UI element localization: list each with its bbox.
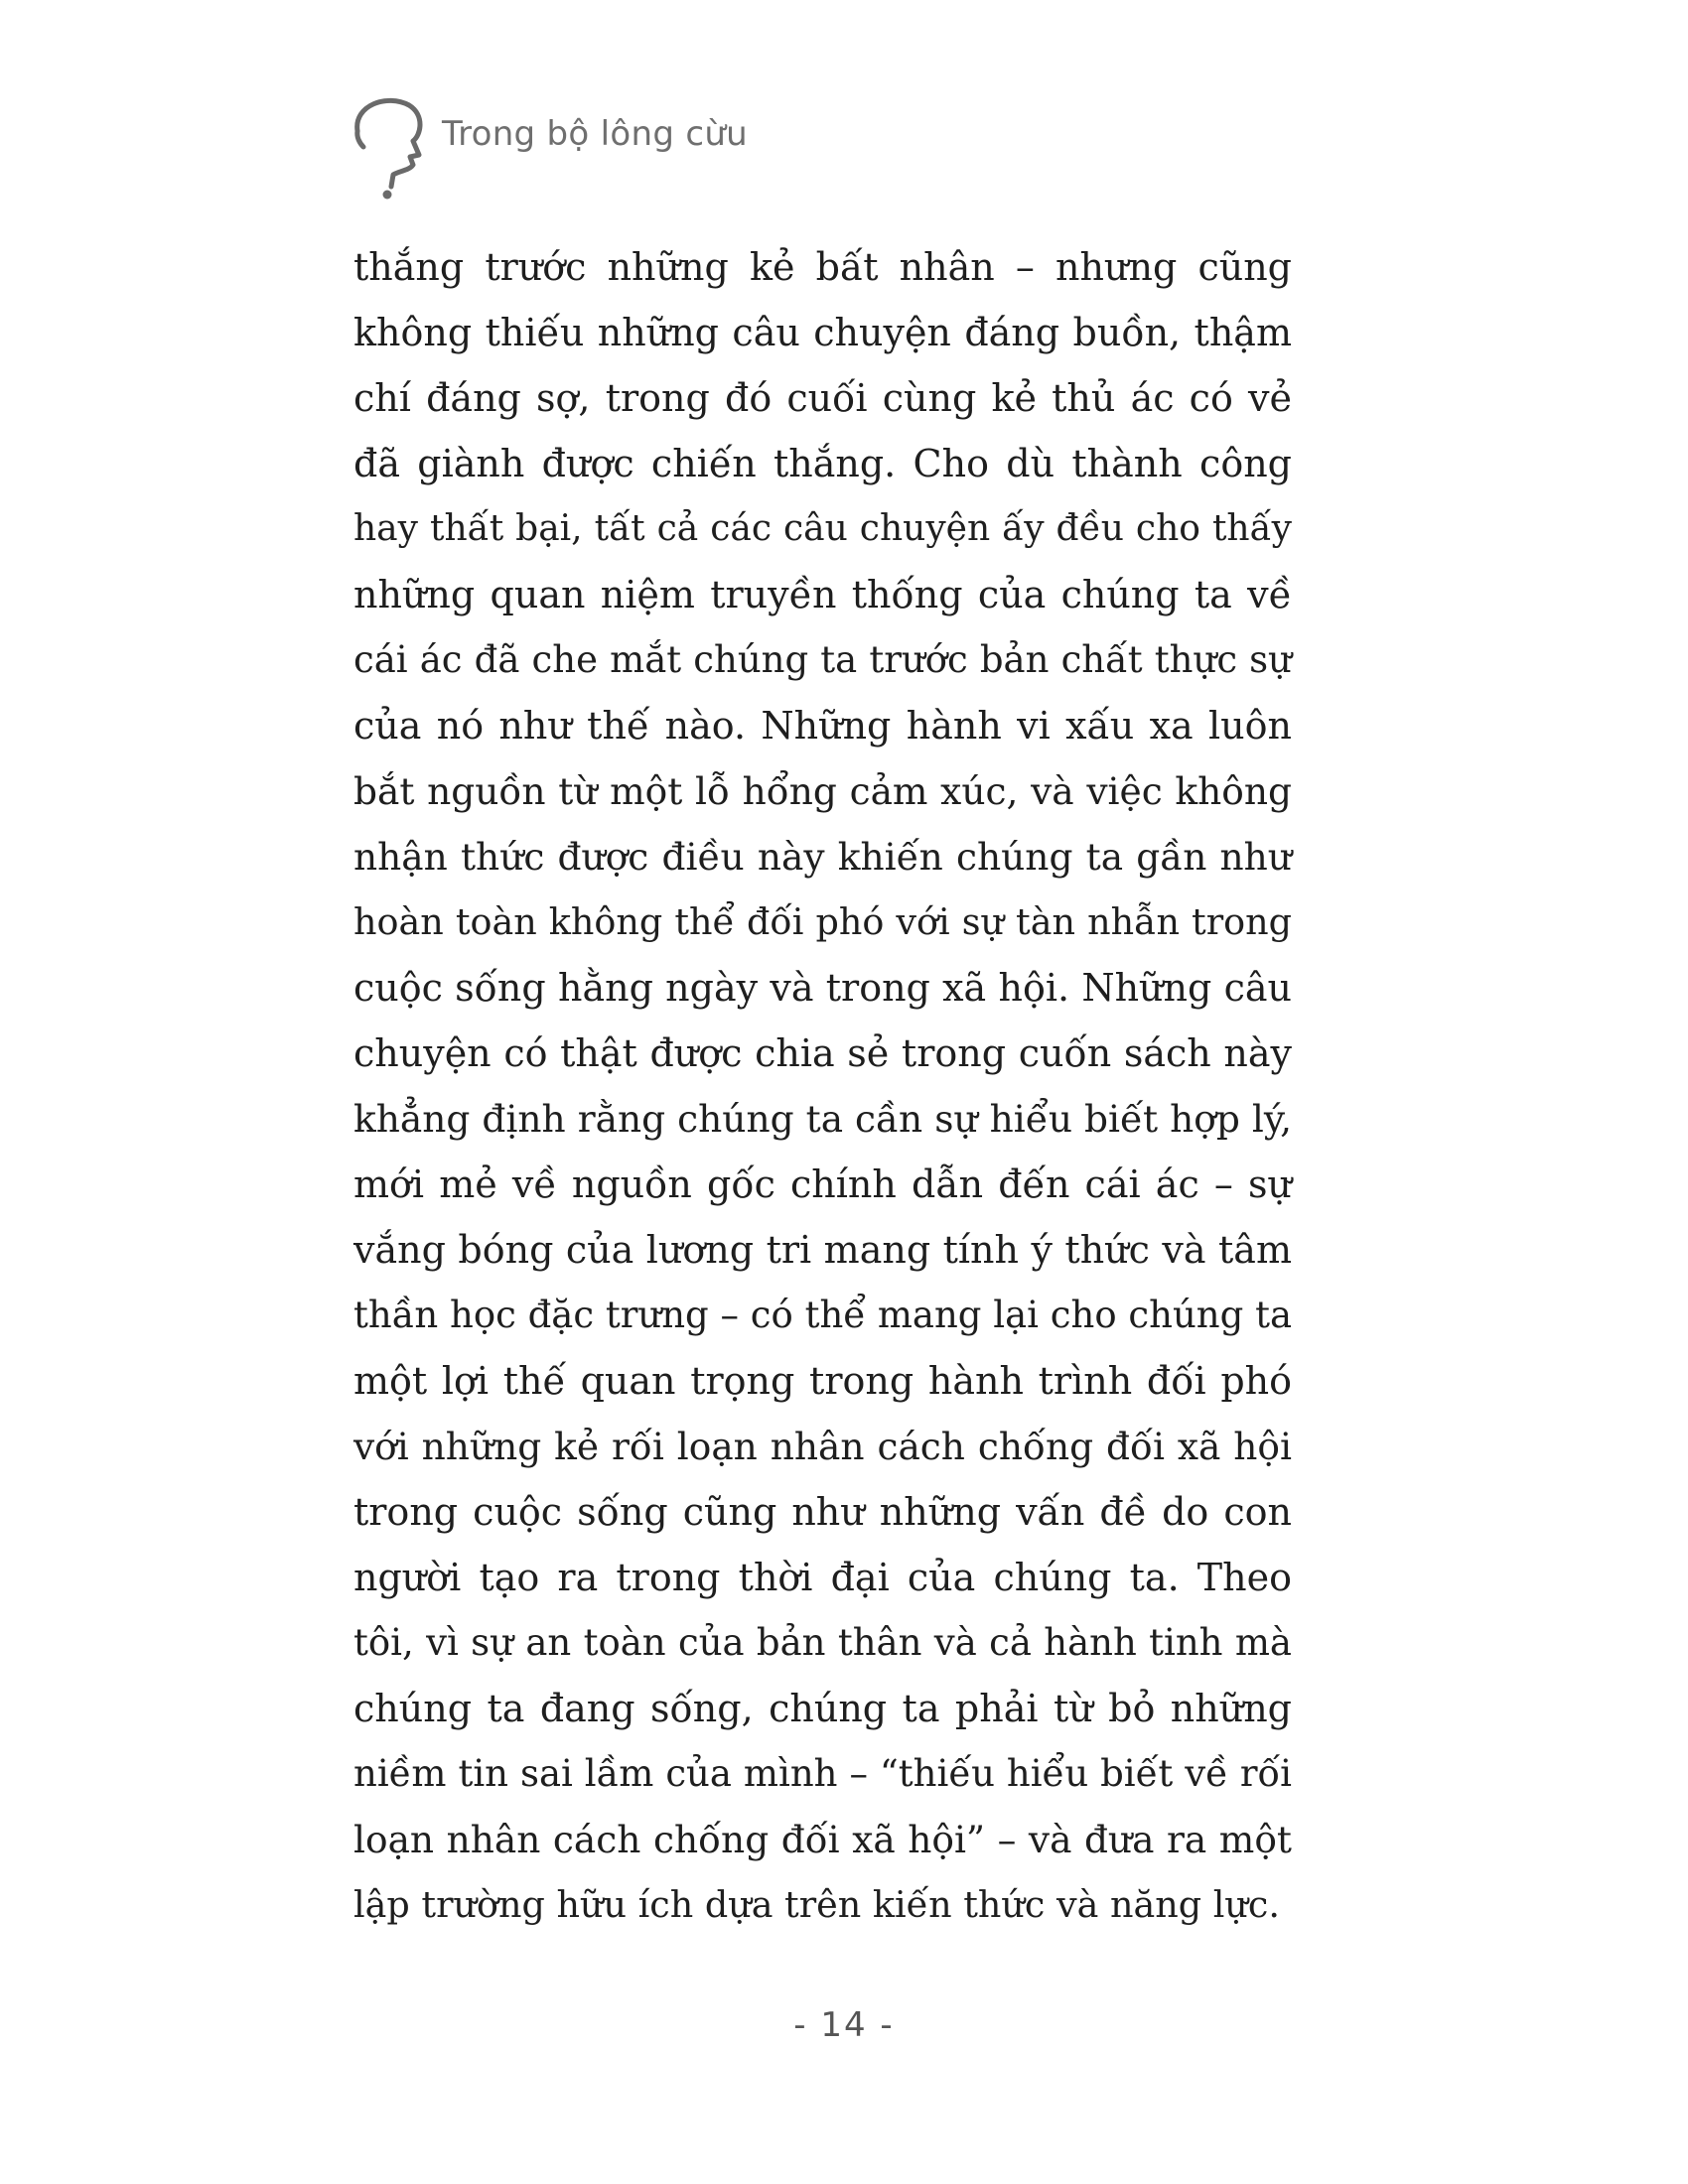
body-paragraph: [353, 234, 1292, 1938]
text-line: những quan niệm truyền thống của chúng ta về: [353, 573, 1292, 616]
running-header: [348, 91, 1241, 201]
text-line: thần học đặc trưng – có thể mang lại cho chúng ta: [353, 1294, 1292, 1336]
text-line: cái ác đã che mắt chúng ta trước bản chất thực sự: [353, 638, 1292, 681]
text-line: với những kẻ rối loạn nhân cách chống đối xã hội: [353, 1425, 1292, 1468]
text-line: nhận thức được điều này khiến chúng ta gần như: [353, 835, 1292, 879]
running-header-title: Trong bộ lông cừu: [442, 114, 749, 154]
text-line: trong cuộc sống cũng như những vấn đề do con: [353, 1490, 1292, 1534]
text-line: cuộc sống hằng ngày và trong xã hội. Những câu: [353, 966, 1292, 1010]
text-line: không thiếu những câu chuyện đáng buồn, thậm: [353, 311, 1292, 354]
question-profile-icon: [348, 91, 427, 201]
text-line: khẳng định rằng chúng ta cần sự hiểu biết hợp lý,: [353, 1097, 1292, 1141]
text-line: thắng trước những kẻ bất nhân – nhưng cũng: [353, 245, 1292, 289]
text-line: của nó như thế nào. Những hành vi xấu xa luôn: [353, 704, 1292, 748]
text-line: một lợi thế quan trọng trong hành trình đối phó: [353, 1359, 1292, 1403]
page-number: - 14 -: [793, 2005, 895, 2045]
text-line: niềm tin sai lầm của mình – “thiếu hiểu biết về rối: [353, 1752, 1292, 1795]
text-line: chúng ta đang sống, chúng ta phải từ bỏ những: [353, 1687, 1292, 1730]
text-line: chuyện có thật được chia sẻ trong cuốn sách này: [353, 1031, 1292, 1075]
text-line: hoàn toàn không thể đối phó với sự tàn nhẫn trong: [353, 900, 1292, 943]
text-line: người tạo ra trong thời đại của chúng ta. Theo: [353, 1556, 1292, 1599]
text-line: lập trường hữu ích dựa trên kiến thức và năng lực.: [353, 1883, 1280, 1926]
text-line: hay thất bại, tất cả các câu chuyện ấy đều cho thấy: [353, 508, 1292, 549]
text-line: bắt nguồn từ một lỗ hổng cảm xúc, và việc không: [353, 769, 1292, 813]
text-line: vắng bóng của lương tri mang tính ý thức và tâm: [353, 1228, 1292, 1272]
text-line: tôi, vì sự an toàn của bản thân và cả hành tinh mà: [353, 1621, 1292, 1664]
text-line: loạn nhân cách chống đối xã hội” – và đưa ra một: [353, 1818, 1292, 1861]
text-line: chí đáng sợ, trong đó cuối cùng kẻ thủ ác có vẻ: [353, 376, 1292, 420]
text-line: đã giành được chiến thắng. Cho dù thành công: [353, 442, 1292, 485]
text-line: mới mẻ về nguồn gốc chính dẫn đến cái ác – sự: [353, 1162, 1292, 1206]
